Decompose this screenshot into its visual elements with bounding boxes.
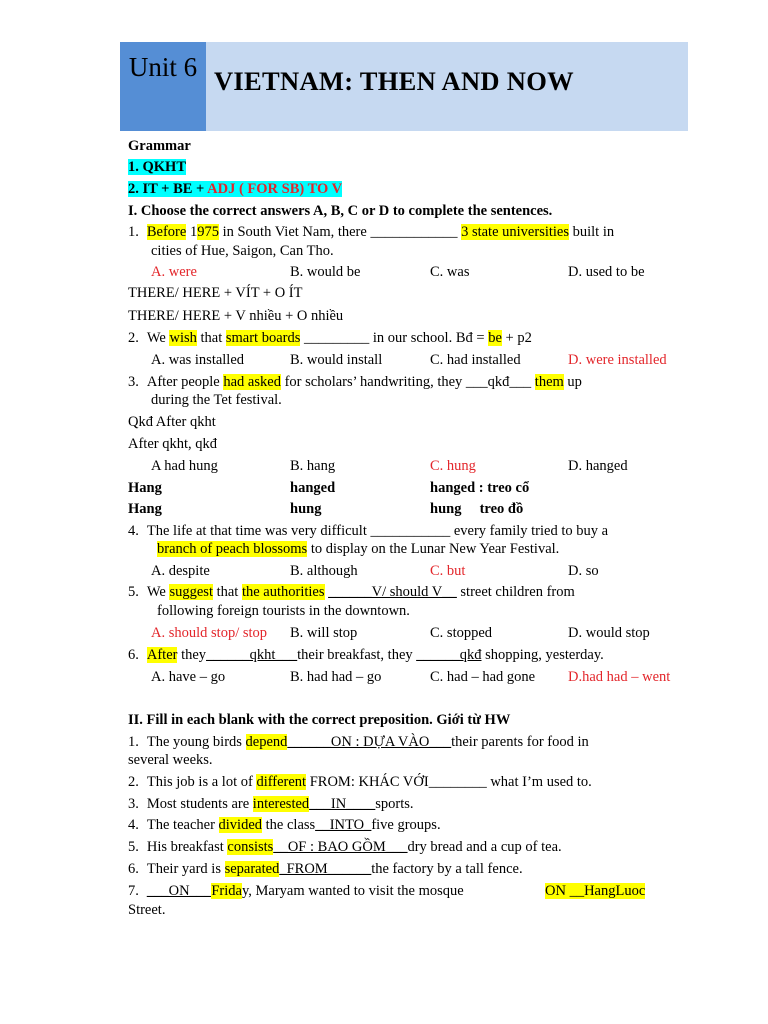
option-b: B. would be (290, 264, 361, 280)
note-line: After qkht, qkđ (128, 436, 217, 452)
verb-cell: Hang (128, 501, 162, 517)
option-c: C. but (430, 563, 466, 579)
option-a: A. should stop/ stop (151, 625, 268, 641)
unit-number-box: Unit 6 (120, 42, 206, 131)
option-d: D.had had – went (568, 669, 671, 685)
question-1: 1. Before 1975 in South Viet Nam, there ____________ 3 state universities built in (128, 224, 615, 240)
option-c: C. hung (430, 458, 476, 474)
verb-cell: hanged (290, 480, 336, 496)
option-a: A had hung (151, 458, 218, 474)
section-2-heading: II. Fill in each blank with the correct preposition. Giới từ HW (128, 712, 511, 728)
option-c: C. had – had gone (430, 669, 536, 685)
question-2: 2. We wish that smart boards _________ in our school. Bđ = be + p2 (128, 330, 532, 346)
fill-question-7-cont: Street. (128, 902, 166, 918)
grammar-item-2: 2. IT + BE + ADJ ( FOR SB) TO V (128, 181, 343, 197)
verb-cell: hung (290, 501, 322, 517)
fill-question-6: 6. Their yard is separated_FROM______the factory by a tall fence. (128, 861, 523, 877)
fill-question-1-cont: several weeks. (128, 752, 213, 768)
option-b: B. would install (290, 352, 383, 368)
question-4: 4. The life at that time was very difficult ___________ every family tried to buy a (128, 523, 609, 539)
option-a: A. have – go (151, 669, 226, 685)
fill-question-7: 7. ___ON___Friday, Maryam wanted to visit the mosque (128, 883, 464, 899)
option-a: A. were (151, 264, 197, 280)
question-1-cont: cities of Hue, Saigon, Can Tho. (151, 243, 334, 259)
option-b: B. had had – go (290, 669, 382, 685)
fill-question-7-answer: ON __HangLuoc (545, 883, 646, 899)
verb-cell: Hang (128, 480, 162, 496)
option-d: D. would stop (568, 625, 650, 641)
page-title: VIETNAM: THEN AND NOW (214, 66, 574, 96)
fill-question-3: 3. Most students are interested___IN____sports. (128, 796, 414, 812)
option-d: D. hanged (568, 458, 628, 474)
note-line: THERE/ HERE + V nhiều + O nhiều (128, 308, 344, 324)
note-line: THERE/ HERE + VÍT + O ÍT (128, 285, 303, 301)
option-b: B. hang (290, 458, 336, 474)
option-c: C. stopped (430, 625, 493, 641)
option-b: B. although (290, 563, 358, 579)
option-a: A. was installed (151, 352, 245, 368)
question-5: 5. We suggest that the authorities ______V/ should V__ street children from (128, 584, 575, 600)
note-line: Qkđ After qkht (128, 414, 216, 430)
section-1-heading: I. Choose the correct answers A, B, C or D to complete the sentences. (128, 203, 553, 219)
question-3: 3. After people had asked for scholars’ handwriting, they ___qkđ___ them up (128, 374, 582, 390)
grammar-item-1: 1. QKHT (128, 159, 187, 175)
question-4-cont: branch of peach blossoms to display on the Lunar New Year Festival. (157, 541, 560, 557)
question-3-cont: during the Tet festival. (151, 392, 282, 408)
question-6: 6. After they______qkht___their breakfast, they ______qkđ shopping, yesterday. (128, 647, 604, 663)
fill-question-1: 1. The young birds depend______ON : DỰA VÀO___their parents for food in (128, 734, 589, 750)
fill-question-4: 4. The teacher divided the class__INTO_five groups. (128, 817, 441, 833)
verb-cell: hung treo đồ (430, 501, 524, 517)
fill-question-5: 5. His breakfast consists__OF : BAO GỒM___dry bread and a cup of tea. (128, 839, 562, 855)
option-a: A. despite (151, 563, 210, 579)
option-c: C. was (430, 264, 470, 280)
question-5-cont: following foreign tourists in the downtown. (157, 603, 410, 619)
verb-cell: hanged : treo cổ (430, 480, 530, 496)
option-b: B. will stop (290, 625, 358, 641)
option-d: D. used to be (568, 264, 645, 280)
fill-question-2: 2. This job is a lot of different FROM: KHÁC VỚI________ what I’m used to. (128, 774, 592, 790)
option-c: C. had installed (430, 352, 521, 368)
unit-header (120, 42, 688, 131)
grammar-heading: Grammar (128, 138, 191, 154)
option-d: D. were installed (568, 352, 667, 368)
option-d: D. so (568, 563, 599, 579)
